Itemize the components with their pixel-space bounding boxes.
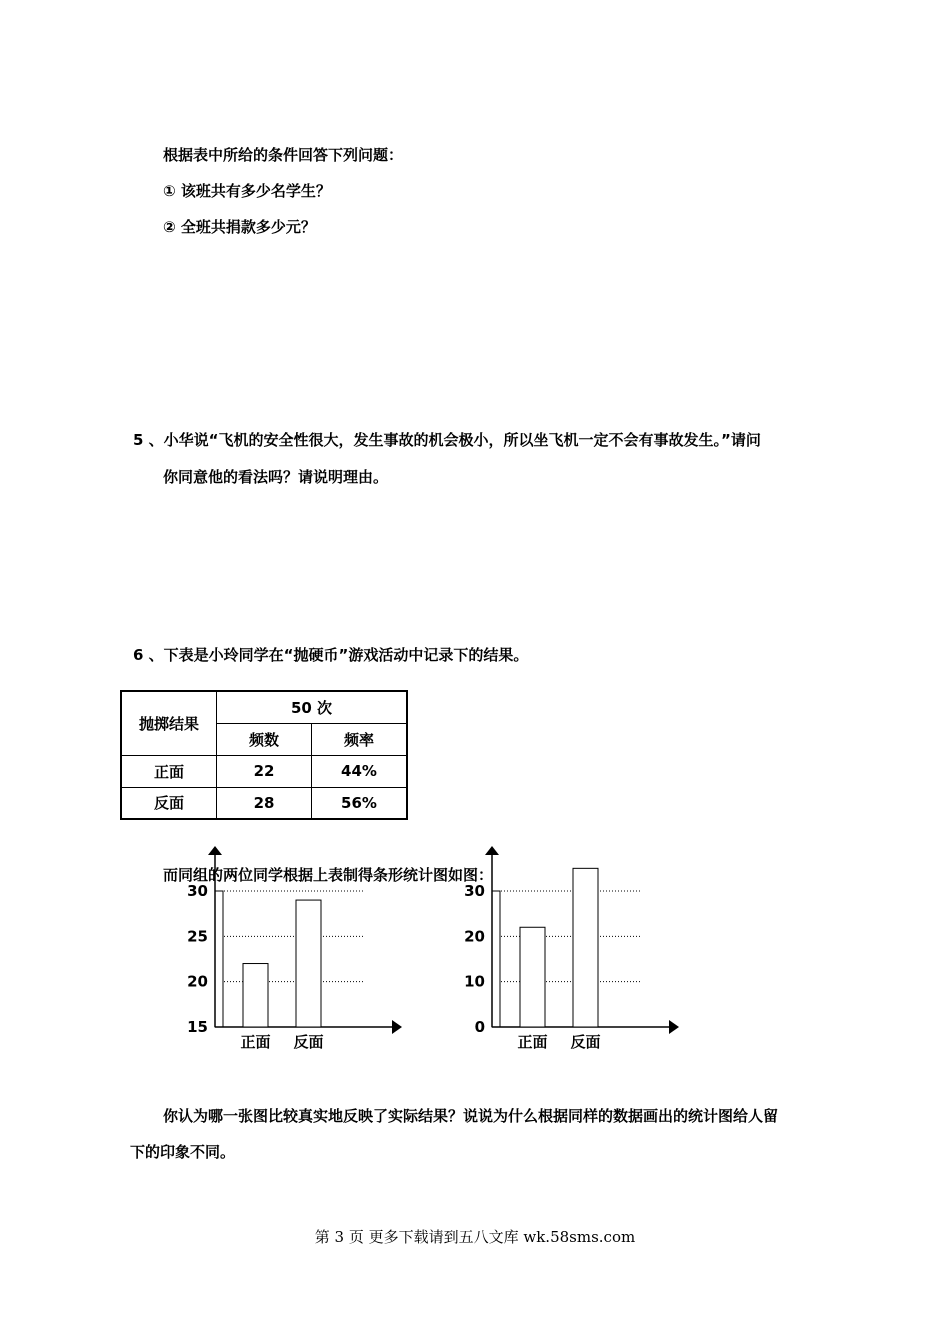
table-cell-freq: 22 <box>217 755 312 787</box>
q4-sub1: ① 该班共有多少名学生？ <box>163 182 331 200</box>
bar <box>520 927 545 1027</box>
table-cell-freq: 28 <box>217 787 312 819</box>
axis-top-box <box>492 891 500 1027</box>
bar <box>243 964 268 1027</box>
coin-toss-table <box>120 690 408 820</box>
table-cell-rate: 44% <box>312 755 408 787</box>
x-axis-arrow <box>392 1020 402 1034</box>
x-tick-label: 反面 <box>570 1033 601 1051</box>
table-cell-label: 反面 <box>121 787 217 819</box>
y-axis-arrow <box>485 846 499 855</box>
axis-top-box <box>215 891 223 1027</box>
q4-sub2: ② 全班共捐款多少元？ <box>163 218 316 236</box>
table-cell-rate: 56% <box>312 787 408 819</box>
y-tick-label: 20 <box>187 972 208 991</box>
x-tick-label: 反面 <box>293 1033 324 1051</box>
table-row-header: 抛掷结果 <box>121 691 217 755</box>
x-tick-label: 正面 <box>240 1033 271 1051</box>
q6-question-line1: 你认为哪一张图比较真实地反映了实际结果？说说为什么根据同样的数据画出的统计图给人留 <box>163 1107 779 1125</box>
q4-intro: 根据表中所给的条件回答下列问题： <box>163 146 404 164</box>
bar <box>296 900 321 1027</box>
y-tick-label: 25 <box>187 927 208 946</box>
table-col-freq: 频数 <box>217 723 312 755</box>
q5-line1: 5 、小华说“飞机的安全性很大，发生事故的机会极小，所以坐飞机一定不会有事故发生。”请问 <box>133 431 761 449</box>
chart-intro: 而同组的两位同学根据上表制得条形统计图如图： <box>163 866 494 884</box>
x-tick-label: 正面 <box>517 1033 548 1051</box>
y-tick-label: 0 <box>474 1018 485 1036</box>
table-row <box>121 755 407 787</box>
y-tick-label: 15 <box>187 1018 208 1036</box>
bar <box>573 868 598 1027</box>
y-tick-label: 30 <box>464 882 485 900</box>
x-axis-arrow <box>669 1020 679 1034</box>
table-cell-label: 正面 <box>121 755 217 787</box>
y-axis-arrow <box>208 846 222 855</box>
y-tick-label: 10 <box>464 972 485 991</box>
y-tick-label: 20 <box>464 927 485 946</box>
q5-line2: 你同意他的看法吗？请说明理由。 <box>163 468 389 486</box>
y-tick-label: 30 <box>187 882 208 900</box>
table-col-rate: 频率 <box>312 723 408 755</box>
table-group-header: 50 次 <box>217 691 408 723</box>
q6-question-line2: 下的印象不同。 <box>130 1143 236 1161</box>
table-row <box>121 787 407 819</box>
q6-intro: 6 、下表是小玲同学在“抛硬币”游戏活动中记录下的结果。 <box>133 646 529 664</box>
page-footer: 第 3 页 更多下载请到五八文库 wk.58sms.com <box>314 1228 636 1246</box>
